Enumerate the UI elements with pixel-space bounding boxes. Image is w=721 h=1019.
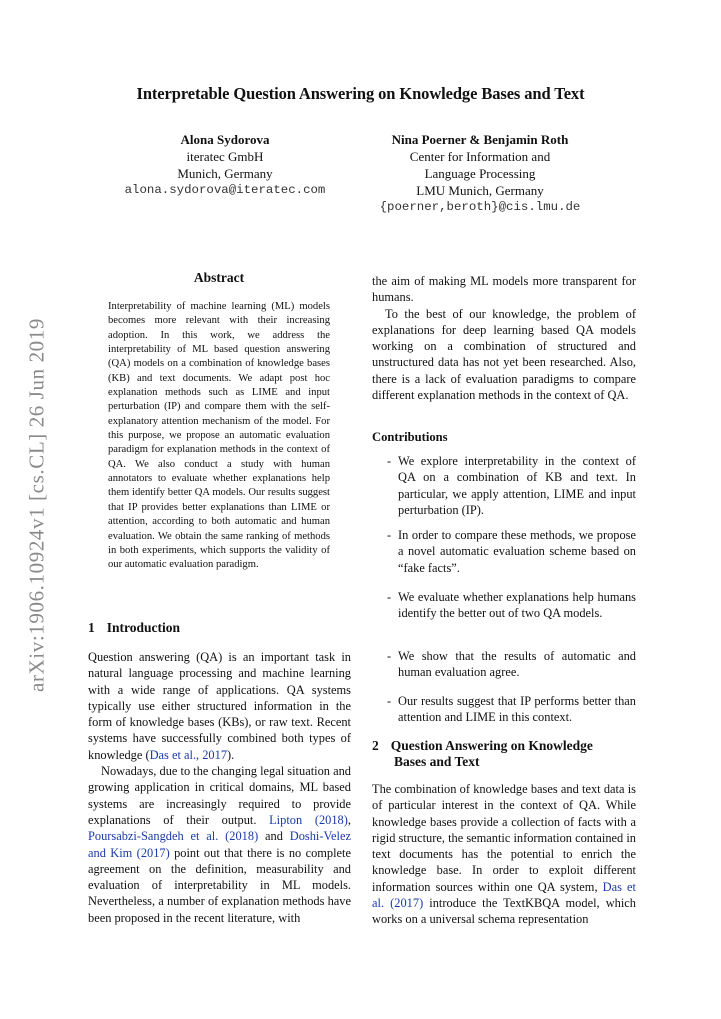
- section-2-paragraph: The combination of knowledge bases and text data is of particular interest in the context of QA. While knowledge bases provide a collection of facts with a rigid structure, the semantic information contained in text documents has the potential to enrich the knowledge base. In order to exploit different information sources within one QA system, Das et al. (2017) introduce the TextKBQA model, which works on a universal schema representation: [372, 782, 637, 927]
- contribution-text: We evaluate whether explanations help humans identify the better out of two QA models.: [398, 590, 636, 621]
- arxiv-identifier: arXiv:1906.10924v1 [cs.CL] 26 Jun 2019: [24, 318, 49, 692]
- intro-text: Nowadays, due to the changing legal situation and growing application in critical domains, ML based systems are increasingly required to provide explanations of their output.: [88, 764, 351, 827]
- paper-title: Interpretable Question Answering on Knowledge Bases and Text: [136, 84, 585, 103]
- citation-year-link[interactable]: 2018: [318, 812, 344, 827]
- intro-text: Question answering (QA) is an important task in natural language processing and machine learning with a wide range of applications. QA systems typically use either structured information in the form of knowledge bases (KBs), or raw text. Recent systems have successfully combined both types of knowledge (: [88, 650, 351, 762]
- author-email: alona.sydorova@iteratec.com: [124, 183, 326, 197]
- author-location: Munich, Germany: [177, 166, 273, 181]
- section-1-heading: [88, 620, 180, 636]
- section-2-text: The combination of knowledge bases and text data is of particular interest in the context of QA. While knowledge bases provide a collection of facts with a rigid structure, the semantic information contained in text documents has the potential to enrich the knowledge base. In order to exploit different information sources within one QA system,: [372, 782, 636, 894]
- citation-year-link[interactable]: 2017: [394, 896, 420, 911]
- author-block-1: [120, 131, 330, 199]
- bullet-dash: -: [387, 649, 392, 663]
- intro-body: [88, 649, 351, 926]
- section-title: Introduction: [106, 620, 181, 635]
- author-affiliation: Center for Information and: [409, 149, 551, 164]
- section-2-text: introduce the TextKBQA model, which works on a universal schema representation: [372, 896, 636, 927]
- author-block-2: [355, 131, 605, 216]
- bullet-dash: -: [387, 590, 392, 604]
- abstract-text: Interpretability of machine learning (ML) models becomes more relevant with their increasing adoption. In this work, we address the interpretability of ML based question answering (QA) models on a combination of knowledge bases (KB) and text documents. We adapt post hoc explanation methods such as LIME and input perturbation (IP) and compare them with the self-explanatory attention mechanism of the model. For this purpose, we propose an automatic evaluation paradigm for explanation methods in the context of QA. We also conduct a study with human annotators to evaluate whether explanations help them identify better QA models. Our results suggest that IP provides better explanations than LIME or attention, according to both automatic and human evaluation. We obtain the same ranking of methods in both experiments, which supports the validity of our automatic evaluation paradigm.: [108, 301, 330, 571]
- intro-paragraph-1: [88, 649, 351, 763]
- contribution-text: We show that the results of automatic and human evaluation agree.: [398, 649, 636, 680]
- intro-paragraph-2: Nowadays, due to the changing legal situation and growing application in critical domains, ML based systems are increasingly required to provide explanations of their output. Lipton (2018), Poursabzi-Sangdeh et al. (2018) and Doshi-Velez and Kim (2017) point out that there is no complete agreement on the definition, measurability and evaluation of interpretability in ML models. Nevertheless, a number of explanation methods have been proposed in the recent literature, with: [88, 764, 351, 925]
- contribution-item: [387, 693, 636, 726]
- section-number: 1: [88, 620, 95, 635]
- citation-link[interactable]: Lipton: [269, 812, 303, 827]
- section-number: 2: [372, 738, 379, 753]
- contribution-item: [387, 589, 636, 622]
- bullet-dash: -: [387, 694, 392, 708]
- citation-year-link[interactable]: 2018: [229, 829, 255, 844]
- author-affiliation: iteratec GmbH: [186, 149, 264, 164]
- citation-link[interactable]: Poursabzi-Sangdeh et al.: [88, 829, 219, 844]
- contribution-text: In order to compare these methods, we propose a novel automatic evaluation scheme based on “fake facts”.: [398, 528, 636, 575]
- author-location: LMU Munich, Germany: [416, 183, 544, 198]
- intro-text: ).: [227, 747, 235, 762]
- abstract-heading: Abstract: [193, 270, 245, 285]
- author-name: Nina Poerner & Benjamin Roth: [391, 132, 569, 147]
- citation-year-link[interactable]: 2017: [140, 845, 166, 860]
- citation-link[interactable]: Doshi-Velez and Kim: [88, 829, 351, 860]
- contribution-item: [387, 648, 636, 681]
- author-affiliation-2: Language Processing: [424, 166, 536, 181]
- right-paragraph-2: To the best of our knowledge, the problem of explanations for deep learning based QA models working on a combination of structured and unstructured data has not yet been researched. Also, there is a lack of evaluation paradigms to compare different explanation methods in the context of QA.: [372, 306, 636, 403]
- arxiv-sidebar: [12, 320, 62, 690]
- right-paragraph-1: the aim of making ML models more transparent for humans.: [372, 274, 636, 305]
- right-column-body: [372, 273, 636, 403]
- section-title: Question Answering on Knowledge: [390, 738, 593, 753]
- section-title-cont: Bases and Text: [394, 754, 480, 769]
- citation-link[interactable]: Das et al.: [372, 879, 637, 911]
- contribution-text: Our results suggest that IP performs better than attention and LIME in this context.: [398, 694, 636, 725]
- contribution-text: We explore interpretability in the context of QA on a combination of KB and text. In particular, we apply attention, LIME and input perturbation (IP).: [398, 454, 636, 517]
- citation-link[interactable]: Das et al., 2017: [149, 747, 228, 762]
- intro-text: point out that there is no complete agreement on the definition, measurability and evaluation of interpretability in ML models. Nevertheless, a number of explanation methods have been proposed in the recent literature, with: [88, 845, 351, 925]
- intro-text: and: [258, 829, 290, 844]
- bullet-dash: -: [387, 528, 392, 542]
- section-2-heading: [372, 738, 593, 770]
- author-name: Alona Sydorova: [180, 132, 270, 147]
- contribution-item: [387, 527, 636, 576]
- contribution-item: [387, 453, 636, 518]
- bullet-dash: -: [387, 454, 392, 468]
- author-email: {poerner,beroth}@cis.lmu.de: [379, 200, 581, 214]
- contributions-heading: Contributions: [372, 430, 448, 444]
- section-2-body: [372, 781, 636, 928]
